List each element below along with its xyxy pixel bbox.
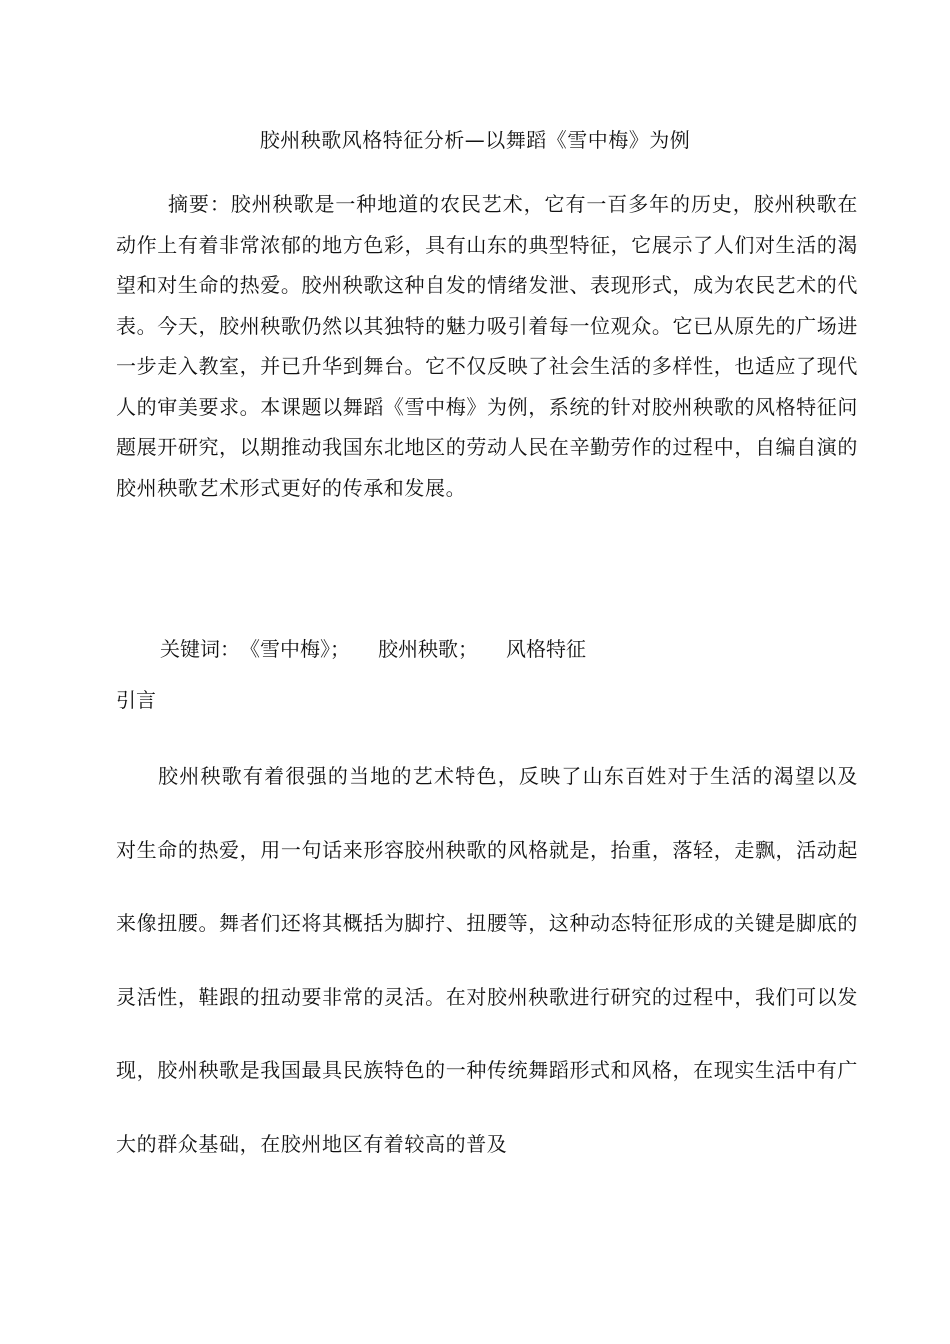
section-heading-intro: 引言 <box>116 688 156 712</box>
intro-paragraph: 胶州秧歌有着很强的当地的艺术特色，反映了山东百姓对于生活的渴望以及对生命的热爱，用一句话来形容胶州秧歌的风格就是，抬重，落轻，走飘，活动起来像扭腰。舞者们还将其概括为脚拧、扭腰等，这种动态特征形成的关键是脚底的灵活性，鞋跟的扭动要非常的灵活。在对胶州秧歌进行研究的过程中，我们可以发现，胶州秧歌是我国最具民族特色的一种传统舞蹈形式和风格，在现实生活中有广大的群众基础，在胶州地区有着较高的普及 <box>116 764 858 1156</box>
document-title: 胶州秧歌风格特征分析—以舞蹈《雪中梅》为例 <box>259 128 691 152</box>
keyword-item: 《雪中梅》； <box>240 637 350 661</box>
abstract-label: 摘要： <box>168 192 231 216</box>
keyword-item: 胶州秧歌； <box>378 637 478 661</box>
keywords-line <box>160 633 586 665</box>
keywords-label: 关键词： <box>160 637 240 661</box>
abstract-text: 胶州秧歌是一种地道的农民艺术，它有一百多年的历史，胶州秧歌在动作上有着非常浓郁的地方色彩，具有山东的典型特征，它展示了人们对生活的渴望和对生命的热爱。胶州秧歌这种自发的情绪发泄、表现形式，成为农民艺术的代表。今天，胶州秧歌仍然以其独特的魅力吸引着每一位观众。它已从原先的广场进一步走入教室，并已升华到舞台。它不仅反映了社会生活的多样性，也适应了现代人的审美要求。本课题以舞蹈《雪中梅》为例，系统的针对胶州秧歌的风格特征问题展开研究，以期推动我国东北地区的劳动人民在辛勤劳作的过程中，自编自演的胶州秧歌艺术形式更好的传承和发展。 <box>116 192 858 500</box>
keyword-item: 风格特征 <box>506 637 586 661</box>
abstract-paragraph <box>116 184 858 508</box>
